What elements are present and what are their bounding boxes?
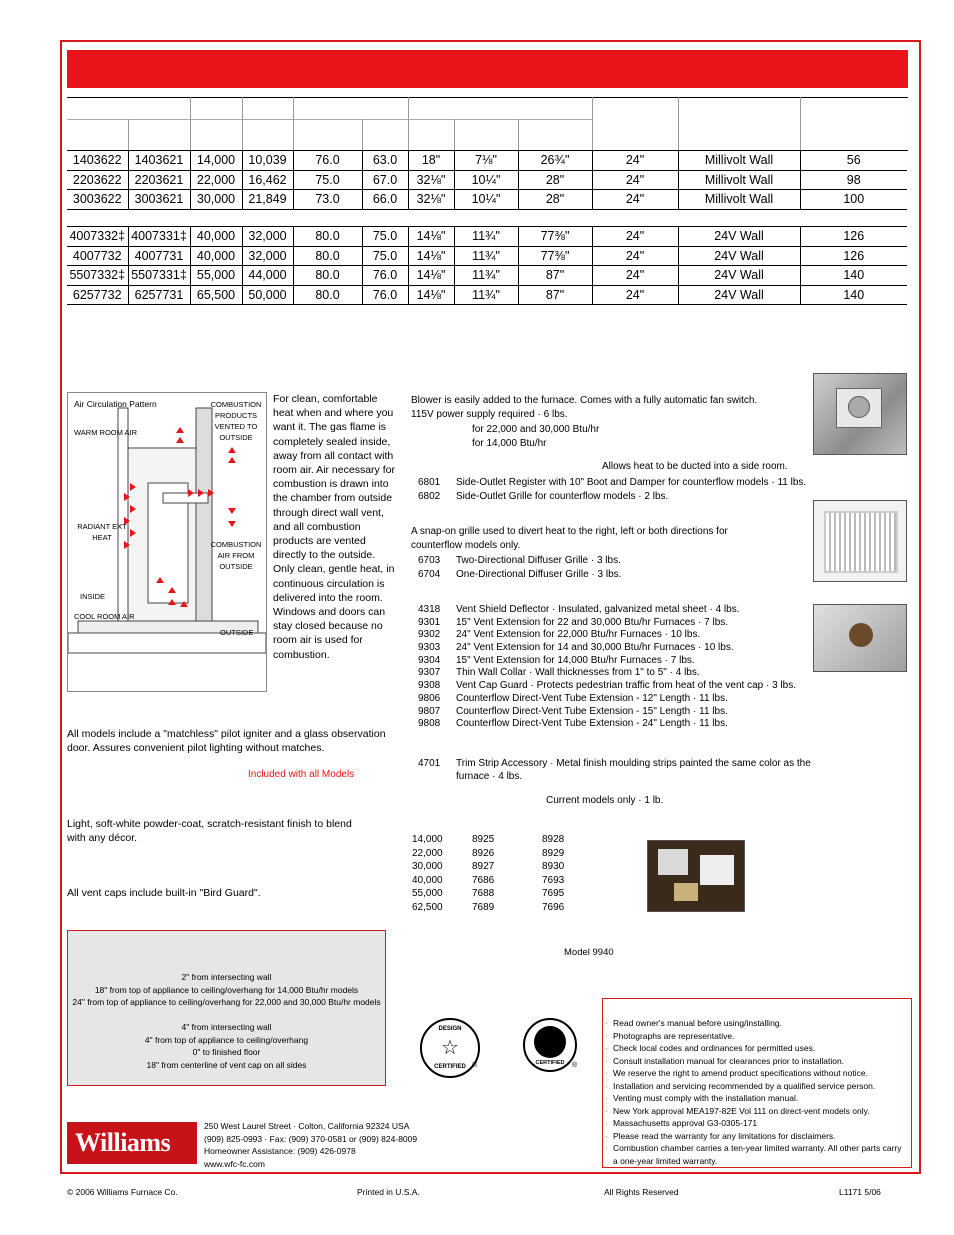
seal2-bottom-text: CERTIFIED bbox=[535, 1060, 565, 1066]
spec-cell: 73.0 bbox=[293, 190, 362, 210]
spec-cell: 87" bbox=[518, 285, 592, 305]
list-item bbox=[418, 693, 848, 706]
diagram-label-radiant-heat: RADIANT EXT HEAT bbox=[77, 522, 127, 542]
registered-mark: ® bbox=[472, 1062, 478, 1069]
spec-cell: 76.0 bbox=[362, 285, 408, 305]
list-item bbox=[418, 490, 838, 504]
note-item: · Read owner's manual before using/installing. bbox=[609, 1017, 905, 1030]
item-number: 9808 bbox=[418, 718, 441, 730]
spec-cell: 50,000 bbox=[242, 285, 293, 305]
trim-line-1: Trim Strip Accessory · Metal finish moulding strips painted the same color as the bbox=[456, 758, 811, 769]
registered-mark: ® bbox=[572, 1062, 578, 1069]
kit-cell: 14,000 bbox=[412, 834, 443, 845]
item-description: 15" Vent Extension for 22 and 30,000 Btu/hr Furnaces · 7 lbs. bbox=[456, 616, 729, 628]
spec-cell: 22,000 bbox=[190, 170, 242, 190]
kit-part bbox=[658, 849, 688, 875]
spec-cell: 66.0 bbox=[362, 190, 408, 210]
spec-cell: 10,039 bbox=[242, 151, 293, 171]
spec-cell: 18" bbox=[408, 151, 454, 171]
header-divider bbox=[242, 97, 243, 150]
kit-row bbox=[412, 833, 592, 847]
kit-cell: 62,500 bbox=[412, 901, 443, 913]
header-divider bbox=[293, 97, 294, 150]
header-divider bbox=[678, 97, 679, 150]
list-item bbox=[418, 554, 718, 568]
item-number: 6801 bbox=[418, 477, 441, 488]
item-number: 9308 bbox=[418, 680, 441, 692]
spec-cell: 100 bbox=[800, 190, 907, 210]
blower-line-3: for 22,000 and 30,000 Btu/hr bbox=[472, 424, 600, 435]
spec-row bbox=[67, 227, 907, 247]
list-item bbox=[418, 706, 848, 719]
kit-cell: 30,000 bbox=[412, 861, 443, 873]
side-outlet-intro: Allows heat to be ducted into a side room. bbox=[602, 461, 788, 472]
clearance-line: 4" from top of appliance to ceiling/overhang bbox=[144, 1034, 309, 1045]
spec-cell: 75.0 bbox=[362, 246, 408, 266]
spec-cell: 6257732 bbox=[67, 285, 128, 305]
spec-cell: 11¾" bbox=[454, 266, 518, 286]
spec-cell: 24" bbox=[592, 266, 678, 286]
side-outlet-list bbox=[418, 476, 838, 504]
spec-cell: 7⅛" bbox=[454, 151, 518, 171]
list-item bbox=[418, 604, 848, 617]
header-divider bbox=[800, 97, 801, 150]
diffuser-intro-2: counterflow models only. bbox=[411, 540, 521, 551]
spec-cell: 4007331‡ bbox=[128, 227, 190, 247]
spec-cell: 6257731 bbox=[128, 285, 190, 305]
clearances-box bbox=[67, 930, 386, 1086]
grille-slats bbox=[824, 511, 898, 573]
item-description: Counterflow Direct-Vent Tube Extension - 12" Length · 11 lbs. bbox=[456, 692, 728, 704]
spec-cell: 75.0 bbox=[293, 170, 362, 190]
clearance-line: 18" from centerline of vent cap on all sides bbox=[146, 1059, 307, 1070]
spec-cell: 126 bbox=[800, 227, 907, 247]
vent-kit-table bbox=[412, 833, 592, 915]
kit-cell: 8929 bbox=[542, 847, 565, 859]
vent-hole bbox=[849, 623, 873, 647]
spec-cell: 11¾" bbox=[454, 227, 518, 247]
list-item bbox=[418, 667, 848, 680]
spec-cell: 87" bbox=[518, 266, 592, 286]
spec-cell: 2203622 bbox=[67, 170, 128, 190]
table-header-mid-line bbox=[67, 119, 592, 120]
note-item: · New York approval MEA197-82E Vol 111 on direct-vent models only. bbox=[609, 1105, 905, 1118]
spec-cell: 14⅛" bbox=[408, 246, 454, 266]
item-description: 15" Vent Extension for 14,000 Btu/hr Furnaces · 7 lbs. bbox=[456, 654, 695, 666]
kit-cell: 7689 bbox=[472, 901, 495, 913]
spec-row bbox=[67, 170, 907, 190]
spec-table-24v bbox=[67, 226, 907, 305]
seal-top-text: DESIGN bbox=[438, 1026, 462, 1032]
kit-cell: 7693 bbox=[542, 874, 565, 886]
diffuser-grille-photo bbox=[813, 500, 907, 582]
williams-logo bbox=[67, 1122, 197, 1164]
clearance-line: 24" from top of appliance to ceiling/overhang for 22,000 and 30,000 Btu/hr models bbox=[72, 997, 381, 1007]
spec-cell: 11¾" bbox=[454, 246, 518, 266]
kit-part bbox=[700, 855, 734, 885]
spec-cell: 32⅛" bbox=[408, 190, 454, 210]
item-number: 6802 bbox=[418, 491, 441, 502]
list-item bbox=[418, 655, 848, 668]
diagram-label-cool-air: COOL ROOM AIR bbox=[74, 612, 135, 621]
spec-cell: 5507332‡ bbox=[67, 266, 128, 286]
note-item: · Consult installation manual for clearances prior to installation. bbox=[609, 1055, 905, 1068]
blower-line-1: Blower is easily added to the furnace. Comes with a fully automatic fan switch. bbox=[411, 395, 758, 406]
address-line: Homeowner Assistance: (909) 426-0978 bbox=[204, 1146, 356, 1156]
item-number: 9307 bbox=[418, 667, 441, 679]
spec-cell: 44,000 bbox=[242, 266, 293, 286]
spec-cell: 10¼" bbox=[454, 190, 518, 210]
spec-cell: 24" bbox=[592, 246, 678, 266]
item-number: 9806 bbox=[418, 692, 441, 704]
design-certified-seal bbox=[420, 1018, 480, 1078]
kit-row bbox=[412, 860, 592, 874]
item-description: Side-Outlet Grille for counterflow models · 2 lbs. bbox=[456, 491, 669, 502]
logo-text: Williams bbox=[75, 1128, 171, 1157]
notes-box bbox=[602, 998, 912, 1168]
csa-logo-icon bbox=[534, 1026, 566, 1058]
spec-cell: 24V Wall bbox=[678, 246, 800, 266]
address-line: (909) 825-0993 · Fax: (909) 370-0581 or (909) 824-8009 bbox=[204, 1133, 418, 1144]
spec-cell: 55,000 bbox=[190, 266, 242, 286]
spec-cell: 4007332‡ bbox=[67, 227, 128, 247]
kit-part bbox=[674, 883, 698, 901]
spec-cell: 11¾" bbox=[454, 285, 518, 305]
item-number: 6703 bbox=[418, 555, 441, 566]
list-item bbox=[418, 568, 718, 582]
list-item bbox=[418, 629, 848, 642]
spec-cell: 3003621 bbox=[128, 190, 190, 210]
footer-code: L1171 5/06 bbox=[839, 1187, 881, 1197]
kit-cell: 55,000 bbox=[412, 888, 443, 900]
item-description: Vent Cap Guard · Protects pedestrian traffic from heat of the vent cap · 3 lbs. bbox=[456, 680, 796, 692]
spec-cell: 24" bbox=[592, 170, 678, 190]
spec-cell: 21,849 bbox=[242, 190, 293, 210]
item-description: Two-Directional Diffuser Grille · 3 lbs. bbox=[456, 555, 621, 566]
spec-cell: 28" bbox=[518, 190, 592, 210]
clearance-line bbox=[68, 1009, 385, 1022]
diagram-label-inside: INSIDE bbox=[80, 592, 106, 601]
spec-cell: 28" bbox=[518, 170, 592, 190]
spec-cell: 80.0 bbox=[293, 285, 362, 305]
spec-cell: 1403622 bbox=[67, 151, 128, 171]
note-item: · Check local codes and ordinances for permitted uses. bbox=[609, 1042, 905, 1055]
blower-line-4: for 14,000 Btu/hr bbox=[472, 438, 547, 449]
list-item bbox=[418, 642, 848, 655]
spec-cell: 76.0 bbox=[293, 151, 362, 171]
spec-cell: 32,000 bbox=[242, 246, 293, 266]
seal-bottom-text: CERTIFIED bbox=[434, 1064, 466, 1070]
spec-cell: 77⅜" bbox=[518, 246, 592, 266]
item-description: 24" Vent Extension for 22,000 Btu/hr Furnaces · 10 lbs. bbox=[456, 629, 701, 641]
diagram-label-outside: OUTSIDE bbox=[220, 628, 254, 637]
kit-row bbox=[412, 874, 592, 888]
diagram-label-warm-air: WARM ROOM AIR bbox=[74, 428, 138, 437]
header-divider bbox=[190, 97, 191, 150]
spec-row bbox=[67, 266, 907, 286]
note-item: · Please read the warranty for any limitations for disclaimers. bbox=[609, 1130, 905, 1143]
spec-cell: 80.0 bbox=[293, 266, 362, 286]
item-description: Counterflow Direct-Vent Tube Extension - 15" Length · 11 lbs. bbox=[456, 705, 728, 717]
kit-photo bbox=[647, 840, 745, 912]
spec-cell: 5507331‡ bbox=[128, 266, 190, 286]
kit-cell: 7688 bbox=[472, 888, 495, 900]
spec-cell: 24" bbox=[592, 227, 678, 247]
clearance-line: 4" from intersecting wall bbox=[181, 1022, 272, 1032]
kit-cell: 7696 bbox=[542, 901, 565, 913]
finish-text: Light, soft-white powder-coat, scratch-resistant finish to blend with any décor. bbox=[67, 818, 352, 844]
spec-cell: 24V Wall bbox=[678, 266, 800, 286]
list-item bbox=[418, 680, 848, 693]
spec-cell: 126 bbox=[800, 246, 907, 266]
kit-cell: 8926 bbox=[472, 847, 495, 859]
list-item bbox=[418, 718, 848, 731]
spec-cell: 65,500 bbox=[190, 285, 242, 305]
item-number: 9303 bbox=[418, 642, 441, 654]
kit-cell: 8928 bbox=[542, 834, 565, 845]
item-number: 9807 bbox=[418, 705, 441, 717]
spec-cell: 32,000 bbox=[242, 227, 293, 247]
spec-cell: 24V Wall bbox=[678, 285, 800, 305]
kit-cell: 40,000 bbox=[412, 874, 443, 886]
spec-cell: 80.0 bbox=[293, 227, 362, 247]
spec-cell: 24" bbox=[592, 151, 678, 171]
spec-cell: Millivolt Wall bbox=[678, 190, 800, 210]
footer-printed: Printed in U.S.A. bbox=[357, 1187, 420, 1197]
spec-cell: 63.0 bbox=[362, 151, 408, 171]
included-note: Included with all Models bbox=[248, 769, 355, 780]
vent-shield-photo bbox=[813, 604, 907, 672]
spec-cell: 14,000 bbox=[190, 151, 242, 171]
spec-cell: 40,000 bbox=[190, 227, 242, 247]
model-9940-label: Model 9940 bbox=[564, 947, 614, 958]
clearance-line: 0" to finished floor bbox=[192, 1047, 261, 1057]
diagram-title: Air Circulation Pattern bbox=[74, 399, 157, 409]
spec-cell: 2203621 bbox=[128, 170, 190, 190]
spec-cell: 30,000 bbox=[190, 190, 242, 210]
blower-line-2: 115V power supply required · 6 lbs. bbox=[411, 409, 568, 420]
blower-photo bbox=[813, 373, 907, 455]
spec-cell: 56 bbox=[800, 151, 907, 171]
header-divider bbox=[362, 119, 363, 150]
vent-caps-text: All vent caps include built-in "Bird Guard". bbox=[67, 887, 261, 899]
product-description: For clean, comfortable heat when and where you want it. The gas flame is completely sealed inside, away from all contact with room air. Air necessary for combustion is drawn into the chamber from outside through direct wall vent, and all combustion products are vented directly to the outside. Only clean, gentle heat, in continuous circulation is delivered into the room. Windows and doors can stay closed because no room air is used for combustion. bbox=[273, 393, 395, 661]
spec-cell: 4007731 bbox=[128, 246, 190, 266]
spec-row bbox=[67, 151, 907, 171]
kit-cell: 8927 bbox=[472, 861, 495, 873]
item-description: Side-Outlet Register with 10" Boot and Damper for counterflow models · 11 lbs. bbox=[456, 477, 807, 488]
spec-cell: 1403621 bbox=[128, 151, 190, 171]
note-item: · Venting must comply with the installation manual. bbox=[609, 1092, 905, 1105]
spec-cell: Millivolt Wall bbox=[678, 170, 800, 190]
diagram-label-combustion-air: COMBUSTION AIR FROM OUTSIDE bbox=[210, 540, 262, 571]
air-circulation-diagram bbox=[67, 392, 267, 692]
star-icon: ☆ bbox=[441, 1037, 459, 1059]
item-description: One-Directional Diffuser Grille · 3 lbs. bbox=[456, 569, 622, 580]
trim-number: 4701 bbox=[418, 758, 441, 769]
note-item: · Photographs are representative. bbox=[609, 1030, 905, 1043]
spec-cell: 14⅛" bbox=[408, 227, 454, 247]
note-item: · Combustion chamber carries a ten-year limited warranty. All other parts carry a one-year limited warranty. bbox=[609, 1142, 905, 1167]
website-link[interactable]: www.wfc-fc.com bbox=[204, 1158, 265, 1169]
spec-cell: 24" bbox=[592, 190, 678, 210]
note-item: · Massachusetts approval G3-0305-171 bbox=[609, 1117, 905, 1130]
item-number: 9301 bbox=[418, 616, 441, 628]
footer-rights: All Rights Reserved bbox=[604, 1187, 679, 1197]
item-number: 4318 bbox=[418, 604, 441, 615]
spec-cell: 75.0 bbox=[362, 227, 408, 247]
note-item: · We reserve the right to amend product specifications without notice. bbox=[609, 1067, 905, 1080]
table-header-top-line bbox=[67, 97, 908, 98]
item-description: Counterflow Direct-Vent Tube Extension - 24" Length · 11 lbs. bbox=[456, 718, 728, 730]
spec-cell: 80.0 bbox=[293, 246, 362, 266]
spec-cell: 14⅛" bbox=[408, 285, 454, 305]
csa-certified-seal bbox=[523, 1018, 577, 1072]
spec-cell: 3003622 bbox=[67, 190, 128, 210]
spec-cell: 140 bbox=[800, 285, 907, 305]
spec-cell: 24" bbox=[592, 285, 678, 305]
header-divider bbox=[454, 119, 455, 150]
kit-cell: 7695 bbox=[542, 888, 565, 900]
list-item bbox=[418, 617, 848, 630]
spec-cell: 98 bbox=[800, 170, 907, 190]
header-divider bbox=[592, 97, 593, 150]
fan-icon bbox=[848, 396, 870, 418]
spec-cell: 26¾" bbox=[518, 151, 592, 171]
current-models-note: Current models only · 1 lb. bbox=[546, 795, 664, 806]
spec-cell: 14⅛" bbox=[408, 266, 454, 286]
kit-row bbox=[412, 847, 592, 861]
spec-table-millivolt bbox=[67, 150, 907, 210]
kit-cell: 22,000 bbox=[412, 847, 443, 859]
spec-cell: 10¼" bbox=[454, 170, 518, 190]
clearance-line: 2" from intersecting wall bbox=[181, 972, 272, 982]
diagram-label-combustion-products: COMBUSTION PRODUCTS VENTED TO OUTSIDE bbox=[210, 400, 262, 442]
clearance-line: 18" from top of appliance to ceiling/overhang for 14,000 Btu/hr models bbox=[94, 984, 359, 995]
item-number: 6704 bbox=[418, 569, 441, 580]
spec-cell: 16,462 bbox=[242, 170, 293, 190]
vent-accessories-list bbox=[418, 604, 848, 731]
diffuser-list bbox=[418, 554, 718, 582]
title-banner bbox=[67, 50, 908, 88]
footer-copyright: © 2006 Williams Furnace Co. bbox=[67, 1187, 178, 1197]
address-line: 250 West Laurel Street · Colton, California 92324 USA bbox=[204, 1121, 410, 1131]
spec-row bbox=[67, 190, 907, 210]
kit-row bbox=[412, 901, 592, 915]
spec-cell: Millivolt Wall bbox=[678, 151, 800, 171]
spec-row bbox=[67, 246, 907, 266]
item-description: Vent Shield Deflector · Insulated, galvanized metal sheet · 4 lbs. bbox=[456, 604, 740, 615]
pilot-igniter-text: All models include a "matchless" pilot igniter and a glass observation door. Assures convenient pilot lighting without matches. bbox=[67, 728, 386, 754]
spec-cell: 67.0 bbox=[362, 170, 408, 190]
kit-cell: 8925 bbox=[472, 834, 495, 845]
item-number: 9302 bbox=[418, 629, 441, 641]
item-description: 24" Vent Extension for 14 and 30,000 Btu/hr Furnaces · 10 lbs. bbox=[456, 642, 734, 654]
spec-cell: 76.0 bbox=[362, 266, 408, 286]
spec-cell: 140 bbox=[800, 266, 907, 286]
spec-cell: 32⅛" bbox=[408, 170, 454, 190]
spec-cell: 4007732 bbox=[67, 246, 128, 266]
trim-line-2: furnace · 4 lbs. bbox=[456, 771, 523, 782]
spec-row bbox=[67, 285, 907, 305]
diffuser-intro-1: A snap-on grille used to divert heat to the right, left or both directions for bbox=[411, 526, 728, 537]
header-divider bbox=[408, 97, 409, 150]
note-item: · Installation and servicing recommended by a qualified service person. bbox=[609, 1080, 905, 1093]
item-number: 9304 bbox=[418, 654, 441, 666]
kit-cell: 7686 bbox=[472, 874, 495, 886]
kit-cell: 8930 bbox=[542, 861, 565, 873]
header-divider bbox=[518, 119, 519, 150]
spec-cell: 24V Wall bbox=[678, 227, 800, 247]
kit-row bbox=[412, 887, 592, 901]
item-description: Thin Wall Collar · Wall thicknesses from 1" to 5" · 4 lbs. bbox=[456, 667, 700, 679]
list-item bbox=[418, 476, 838, 490]
header-divider bbox=[128, 119, 129, 150]
spec-cell: 77⅜" bbox=[518, 227, 592, 247]
spec-cell: 40,000 bbox=[190, 246, 242, 266]
company-address bbox=[204, 1120, 417, 1170]
